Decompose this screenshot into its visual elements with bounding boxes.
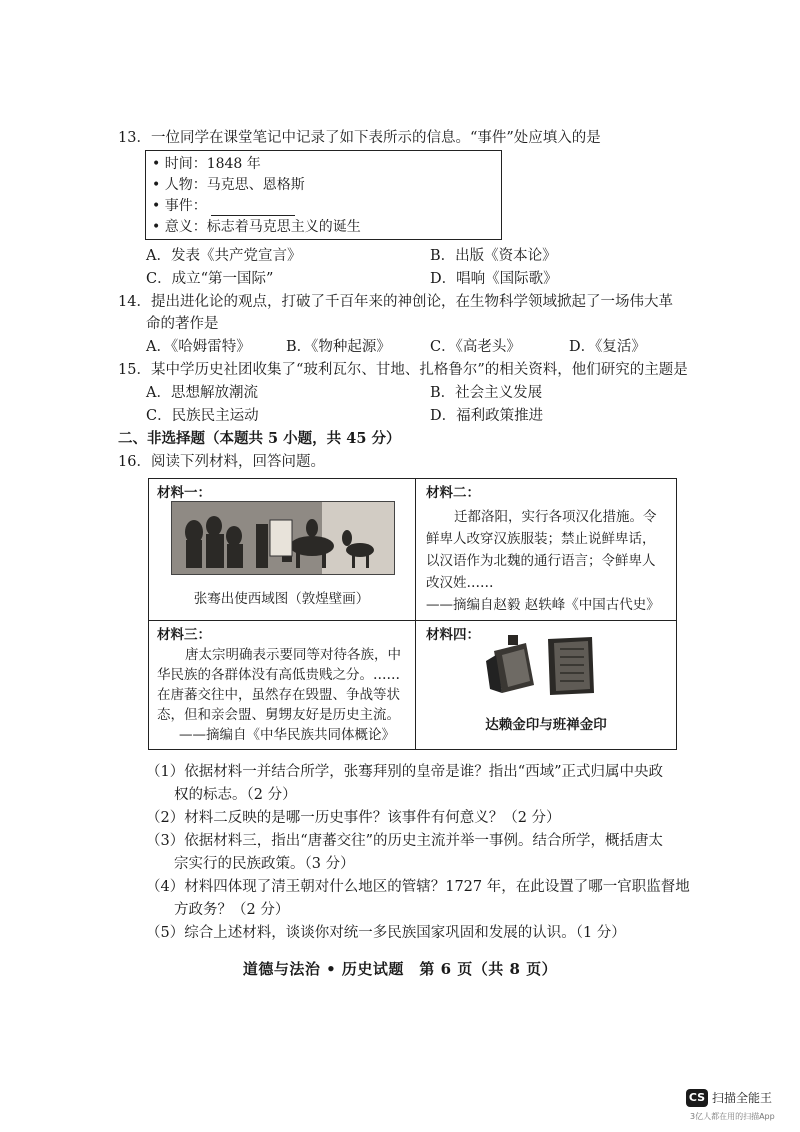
- camscanner-watermark: [686, 1089, 798, 1129]
- material-3-line-3: 在唐蕃交往中，虽然存在毁盟、争战等状: [157, 687, 400, 703]
- material-4-cell: [416, 621, 676, 749]
- watermark-brand: 扫描全能王: [712, 1091, 773, 1105]
- q14-stem-line1: 14．提出进化论的观点，打破了千百年来的神创论，在生物科学领域掀起了一场伟大革: [118, 294, 673, 310]
- q14-option-b[interactable]: B．《物种起源》: [286, 339, 391, 355]
- q13-option-a[interactable]: A．发表《共产党宣言》: [146, 248, 302, 264]
- q16-sub-4-line2: 方政务？（2 分）: [174, 902, 290, 918]
- q13-event: • 事件：: [152, 198, 207, 214]
- q13-answer-blank: [211, 201, 295, 216]
- q16-sub-2: （2）材料二反映的是哪一历史事件？该事件有何意义？（2 分）: [146, 810, 561, 826]
- camscanner-logo-icon: CS: [686, 1089, 708, 1107]
- dalai-seal-icon: [486, 635, 534, 693]
- q14-option-c[interactable]: C．《高老头》: [430, 339, 521, 355]
- material-2-line-4: 改汉姓……: [426, 575, 494, 591]
- q15-option-a[interactable]: A．思想解放潮流: [146, 385, 258, 401]
- material-2-line-3: 以汉语作为北魏的通行语言；令鲜卑人: [426, 553, 656, 569]
- q16-sub-4-line1: （4）材料四体现了清王朝对什么地区的管辖？1727 年，在此设置了哪一官职监督地: [146, 879, 690, 895]
- material-1-cell: [149, 479, 416, 621]
- q16-sub-3-line2: 宗实行的民族政策。（3 分）: [174, 856, 355, 872]
- material-3-line-4: 态，但和亲会盟、舅甥友好是历史主流。: [157, 707, 400, 723]
- q16-materials-table: [148, 478, 677, 750]
- q13-event-row: [152, 196, 295, 216]
- material-4-label: 材料四：: [426, 627, 480, 643]
- q15-stem: 15．某中学历史社团收集了“玻利瓦尔、甘地、扎格鲁尔”的相关资料，他们研究的主题是: [118, 362, 688, 378]
- section-heading: 二、非选择题（本题共 5 小题，共 45 分）: [118, 430, 401, 447]
- q16-sub-5: （5）综合上述材料，谈谈你对统一多民族国家巩固和发展的认识。（1 分）: [146, 925, 626, 941]
- q13-info-box: [145, 150, 502, 240]
- q13-time: • 时间：1848 年: [152, 156, 261, 172]
- material-4-caption: 达赖金印与班禅金印: [485, 717, 607, 733]
- material-1-label: 材料一：: [157, 485, 211, 501]
- q16-sub-3-line1: （3）依据材料三，指出“唐蕃交往”的历史主流并举一事例。结合所学，概括唐太: [146, 833, 664, 849]
- q13-option-c[interactable]: C．成立“第一国际”: [146, 271, 274, 287]
- material-3-source: ——摘编自《中华民族共同体概论》: [179, 727, 395, 743]
- q14-option-a[interactable]: A．《哈姆雷特》: [146, 339, 251, 355]
- mural-figures-icon: [172, 502, 394, 574]
- material-3-label: 材料三：: [157, 627, 211, 643]
- panchen-seal-icon: [548, 637, 594, 695]
- q16-sub-1-line1: （1）依据材料一并结合所学，张骞拜别的皇帝是谁？指出“西域”正式归属中央政: [146, 764, 664, 780]
- q13-option-b[interactable]: B．出版《资本论》: [430, 248, 557, 264]
- zhang-qian-mural-image: [171, 501, 395, 575]
- material-3-line-1: 唐太宗明确表示要同等对待各族，中: [185, 647, 401, 663]
- q13-stem: 13．一位同学在课堂笔记中记录了如下表所示的信息。“事件”处应填入的是: [118, 130, 601, 146]
- q16-sub-1-line2: 权的标志。（2 分）: [174, 787, 297, 803]
- material-3-cell: [149, 621, 416, 749]
- material-1-caption: 张骞出使西域图（敦煌壁画）: [193, 591, 370, 607]
- page-footer: 道德与法治 • 历史试题 第 6 页（共 8 页）: [242, 960, 558, 978]
- q14-option-d[interactable]: D．《复活》: [569, 339, 646, 355]
- q14-stem-line2: 命的著作是: [146, 316, 219, 332]
- q13-option-d[interactable]: D．唱响《国际歌》: [430, 271, 558, 287]
- q13-meaning: • 意义：标志着马克思主义的诞生: [152, 219, 361, 235]
- q15-option-d[interactable]: D．福利政策推进: [430, 408, 544, 424]
- material-3-line-2: 华民族的各群体没有高低贵贱之分。……: [157, 667, 400, 683]
- material-2-line-2: 鲜卑人改穿汉族服装；禁止说鲜卑话，: [426, 531, 656, 547]
- q16-stem: 16．阅读下列材料，回答问题。: [118, 454, 325, 470]
- q15-option-b[interactable]: B．社会主义发展: [430, 385, 543, 401]
- watermark-slogan: 3亿人都在用的扫描App: [690, 1112, 775, 1121]
- material-2-cell: [416, 479, 676, 621]
- material-2-line-1: 迁都洛阳，实行各项汉化措施。令: [454, 509, 657, 525]
- material-2-label: 材料二：: [426, 485, 480, 501]
- q15-option-c[interactable]: C．民族民主运动: [146, 408, 259, 424]
- q13-people: • 人物：马克思、恩格斯: [152, 177, 305, 193]
- material-2-source: ——摘编自赵毅 赵轶峰《中国古代史》: [426, 597, 660, 613]
- golden-seals-image: [482, 633, 602, 699]
